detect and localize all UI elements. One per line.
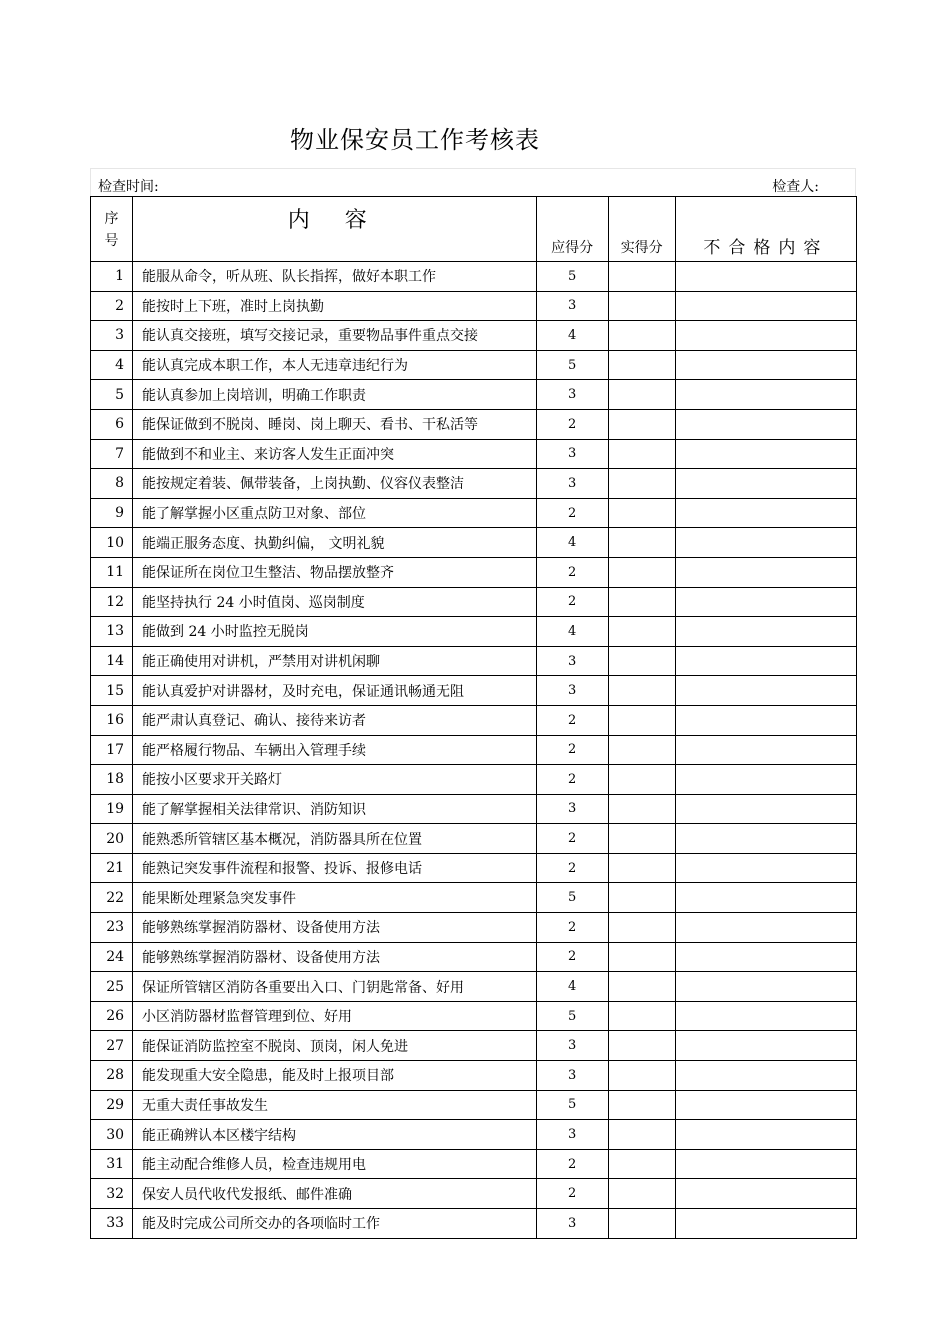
row-content: 能端正服务态度、执勤纠偏， 文明礼貌	[133, 528, 537, 558]
row-number: 14	[91, 646, 133, 676]
row-number: 10	[91, 528, 133, 558]
row-content: 能发现重大安全隐患，能及时上报项目部	[133, 1061, 537, 1091]
table-row	[91, 676, 857, 706]
row-standard-score: 3	[536, 1209, 608, 1239]
header-actual-score: 实得分	[608, 197, 675, 262]
row-failed-items-cell	[675, 380, 856, 410]
table-row	[91, 617, 857, 647]
row-standard-score: 2	[536, 587, 608, 617]
row-standard-score: 3	[536, 380, 608, 410]
table-row	[91, 646, 857, 676]
row-standard-score: 3	[536, 1120, 608, 1150]
row-content: 能熟悉所管辖区基本概况，消防器具所在位置	[133, 824, 537, 854]
row-standard-score: 2	[536, 913, 608, 943]
table-row	[91, 1120, 857, 1150]
row-content: 能熟记突发事件流程和报警、投诉、报修电话	[133, 853, 537, 883]
row-failed-items-cell	[675, 1061, 856, 1091]
row-content: 能及时完成公司所交办的各项临时工作	[133, 1209, 537, 1239]
page-title: 物业保安员工作考核表	[290, 126, 540, 154]
row-standard-score: 3	[536, 1031, 608, 1061]
row-number: 2	[91, 291, 133, 321]
row-number: 30	[91, 1120, 133, 1150]
row-actual-score-cell	[608, 262, 675, 292]
row-number: 17	[91, 735, 133, 765]
header-failed-items: 不合格内容	[675, 197, 856, 262]
row-content: 能保证做到不脱岗、睡岗、岗上聊天、看书、干私活等	[133, 409, 537, 439]
row-number: 31	[91, 1149, 133, 1179]
row-failed-items-cell	[675, 321, 856, 351]
row-actual-score-cell	[608, 380, 675, 410]
row-number: 32	[91, 1179, 133, 1209]
row-actual-score-cell	[608, 942, 675, 972]
row-standard-score: 5	[536, 350, 608, 380]
table-row	[91, 291, 857, 321]
table-row	[91, 1149, 857, 1179]
row-failed-items-cell	[675, 409, 856, 439]
row-standard-score: 3	[536, 794, 608, 824]
row-number: 20	[91, 824, 133, 854]
row-actual-score-cell	[608, 1090, 675, 1120]
header-number-line2: 号	[104, 233, 119, 249]
row-actual-score-cell	[608, 587, 675, 617]
row-failed-items-cell	[675, 765, 856, 795]
row-content: 能正确使用对讲机，严禁用对讲机闲聊	[133, 646, 537, 676]
row-actual-score-cell	[608, 1149, 675, 1179]
row-actual-score-cell	[608, 350, 675, 380]
row-content: 能严格履行物品、车辆出入管理手续	[133, 735, 537, 765]
row-number: 16	[91, 705, 133, 735]
row-content: 能保证消防监控室不脱岗、顶岗，闲人免进	[133, 1031, 537, 1061]
row-content: 保证所管辖区消防各重要出入口、门钥匙常备、好用	[133, 972, 537, 1002]
table-row	[91, 409, 857, 439]
row-failed-items-cell	[675, 794, 856, 824]
row-standard-score: 4	[536, 617, 608, 647]
table-row	[91, 587, 857, 617]
row-content: 能严肃认真登记、确认、接待来访者	[133, 705, 537, 735]
row-content: 能按规定着装、佩带装备，上岗执勤、仪容仪表整洁	[133, 469, 537, 499]
row-content: 能够熟练掌握消防器材、设备使用方法	[133, 942, 537, 972]
row-failed-items-cell	[675, 883, 856, 913]
row-number: 29	[91, 1090, 133, 1120]
row-content: 能按小区要求开关路灯	[133, 765, 537, 795]
table-row	[91, 321, 857, 351]
row-actual-score-cell	[608, 913, 675, 943]
table-row	[91, 469, 857, 499]
row-actual-score-cell	[608, 824, 675, 854]
row-failed-items-cell	[675, 262, 856, 292]
row-number: 28	[91, 1061, 133, 1091]
row-number: 27	[91, 1031, 133, 1061]
row-standard-score: 2	[536, 824, 608, 854]
row-standard-score: 2	[536, 853, 608, 883]
row-failed-items-cell	[675, 1179, 856, 1209]
row-content: 能果断处理紧急突发事件	[133, 883, 537, 913]
row-actual-score-cell	[608, 1031, 675, 1061]
row-number: 13	[91, 617, 133, 647]
table-row	[91, 350, 857, 380]
row-failed-items-cell	[675, 913, 856, 943]
row-number: 8	[91, 469, 133, 499]
table-row	[91, 1001, 857, 1031]
row-content: 能够熟练掌握消防器材、设备使用方法	[133, 913, 537, 943]
row-number: 1	[91, 262, 133, 292]
row-content: 能服从命令，听从班、队长指挥，做好本职工作	[133, 262, 537, 292]
row-number: 19	[91, 794, 133, 824]
row-standard-score: 5	[536, 1090, 608, 1120]
row-actual-score-cell	[608, 1001, 675, 1031]
row-standard-score: 3	[536, 469, 608, 499]
table-row	[91, 765, 857, 795]
row-actual-score-cell	[608, 528, 675, 558]
row-content: 能主动配合维修人员，检查违规用电	[133, 1149, 537, 1179]
row-standard-score: 4	[536, 972, 608, 1002]
table-row	[91, 942, 857, 972]
row-standard-score: 5	[536, 883, 608, 913]
table-row	[91, 883, 857, 913]
row-actual-score-cell	[608, 853, 675, 883]
row-standard-score: 3	[536, 1061, 608, 1091]
table-row	[91, 439, 857, 469]
row-actual-score-cell	[608, 439, 675, 469]
inspector-label: 检查人:	[772, 179, 819, 195]
row-number: 12	[91, 587, 133, 617]
row-number: 3	[91, 321, 133, 351]
row-failed-items-cell	[675, 646, 856, 676]
row-standard-score: 3	[536, 646, 608, 676]
row-actual-score-cell	[608, 646, 675, 676]
row-standard-score: 2	[536, 409, 608, 439]
row-actual-score-cell	[608, 735, 675, 765]
row-standard-score: 2	[536, 1179, 608, 1209]
row-content: 能认真参加上岗培训，明确工作职责	[133, 380, 537, 410]
check-time-label: 检查时间:	[98, 179, 159, 195]
row-standard-score: 5	[536, 262, 608, 292]
row-actual-score-cell	[608, 291, 675, 321]
table-row	[91, 1090, 857, 1120]
table-row	[91, 557, 857, 587]
row-actual-score-cell	[608, 883, 675, 913]
row-failed-items-cell	[675, 824, 856, 854]
row-failed-items-cell	[675, 498, 856, 528]
inspection-meta	[90, 168, 856, 196]
row-failed-items-cell	[675, 617, 856, 647]
row-content: 能做到 24 小时监控无脱岗	[133, 617, 537, 647]
row-actual-score-cell	[608, 321, 675, 351]
row-standard-score: 2	[536, 498, 608, 528]
row-failed-items-cell	[675, 439, 856, 469]
row-content: 能按时上下班，准时上岗执勤	[133, 291, 537, 321]
table-row	[91, 1179, 857, 1209]
row-failed-items-cell	[675, 1120, 856, 1150]
row-number: 26	[91, 1001, 133, 1031]
header-number	[91, 197, 133, 262]
row-standard-score: 2	[536, 1149, 608, 1179]
row-number: 9	[91, 498, 133, 528]
row-failed-items-cell	[675, 1001, 856, 1031]
row-actual-score-cell	[608, 1120, 675, 1150]
table-row	[91, 528, 857, 558]
table-row	[91, 794, 857, 824]
row-standard-score: 3	[536, 291, 608, 321]
row-failed-items-cell	[675, 1090, 856, 1120]
row-content: 能认真爱护对讲器材，及时充电，保证通讯畅通无阻	[133, 676, 537, 706]
table-row	[91, 1061, 857, 1091]
row-actual-score-cell	[608, 617, 675, 647]
row-failed-items-cell	[675, 291, 856, 321]
row-number: 23	[91, 913, 133, 943]
table-row	[91, 380, 857, 410]
row-standard-score: 3	[536, 439, 608, 469]
row-content: 保安人员代收代发报纸、邮件准确	[133, 1179, 537, 1209]
table-row	[91, 735, 857, 765]
row-failed-items-cell	[675, 557, 856, 587]
table-row	[91, 824, 857, 854]
row-number: 4	[91, 350, 133, 380]
row-failed-items-cell	[675, 942, 856, 972]
row-number: 18	[91, 765, 133, 795]
table-row	[91, 1209, 857, 1239]
row-standard-score: 5	[536, 1001, 608, 1031]
row-failed-items-cell	[675, 735, 856, 765]
header-content: 内 容	[133, 197, 537, 262]
row-content: 小区消防器材监督管理到位、好用	[133, 1001, 537, 1031]
row-standard-score: 2	[536, 557, 608, 587]
row-content: 能正确辨认本区楼宇结构	[133, 1120, 537, 1150]
row-content: 能认真完成本职工作，本人无违章违纪行为	[133, 350, 537, 380]
table-row	[91, 972, 857, 1002]
row-standard-score: 2	[536, 705, 608, 735]
table-row	[91, 853, 857, 883]
row-actual-score-cell	[608, 794, 675, 824]
row-actual-score-cell	[608, 705, 675, 735]
row-failed-items-cell	[675, 469, 856, 499]
row-standard-score: 2	[536, 765, 608, 795]
row-failed-items-cell	[675, 350, 856, 380]
row-content: 能保证所在岗位卫生整洁、物品摆放整齐	[133, 557, 537, 587]
row-failed-items-cell	[675, 1031, 856, 1061]
table-header-row	[91, 197, 857, 262]
row-standard-score: 4	[536, 321, 608, 351]
row-actual-score-cell	[608, 469, 675, 499]
row-failed-items-cell	[675, 972, 856, 1002]
row-standard-score: 2	[536, 735, 608, 765]
row-number: 21	[91, 853, 133, 883]
row-content: 能做到不和业主、来访客人发生正面冲突	[133, 439, 537, 469]
row-actual-score-cell	[608, 1061, 675, 1091]
row-actual-score-cell	[608, 1209, 675, 1239]
row-failed-items-cell	[675, 705, 856, 735]
row-failed-items-cell	[675, 1209, 856, 1239]
row-failed-items-cell	[675, 528, 856, 558]
table-row	[91, 705, 857, 735]
row-actual-score-cell	[608, 1179, 675, 1209]
row-number: 6	[91, 409, 133, 439]
row-number: 5	[91, 380, 133, 410]
row-failed-items-cell	[675, 1149, 856, 1179]
row-number: 11	[91, 557, 133, 587]
row-content: 能了解掌握相关法律常识、消防知识	[133, 794, 537, 824]
row-actual-score-cell	[608, 765, 675, 795]
table-row	[91, 913, 857, 943]
row-standard-score: 4	[536, 528, 608, 558]
table-row	[91, 498, 857, 528]
row-standard-score: 3	[536, 676, 608, 706]
row-number: 7	[91, 439, 133, 469]
row-content: 能了解掌握小区重点防卫对象、部位	[133, 498, 537, 528]
row-number: 15	[91, 676, 133, 706]
row-actual-score-cell	[608, 498, 675, 528]
header-standard-score: 应得分	[536, 197, 608, 262]
row-number: 33	[91, 1209, 133, 1239]
table-row	[91, 262, 857, 292]
row-failed-items-cell	[675, 853, 856, 883]
assessment-table	[90, 196, 857, 1239]
row-actual-score-cell	[608, 972, 675, 1002]
row-number: 25	[91, 972, 133, 1002]
row-failed-items-cell	[675, 587, 856, 617]
row-actual-score-cell	[608, 676, 675, 706]
row-number: 22	[91, 883, 133, 913]
row-standard-score: 2	[536, 942, 608, 972]
row-number: 24	[91, 942, 133, 972]
row-failed-items-cell	[675, 676, 856, 706]
row-content: 能坚持执行 24 小时值岗、巡岗制度	[133, 587, 537, 617]
row-content: 无重大责任事故发生	[133, 1090, 537, 1120]
row-actual-score-cell	[608, 409, 675, 439]
table-row	[91, 1031, 857, 1061]
row-content: 能认真交接班，填写交接记录，重要物品事件重点交接	[133, 321, 537, 351]
row-actual-score-cell	[608, 557, 675, 587]
header-number-line1: 序	[104, 211, 119, 227]
